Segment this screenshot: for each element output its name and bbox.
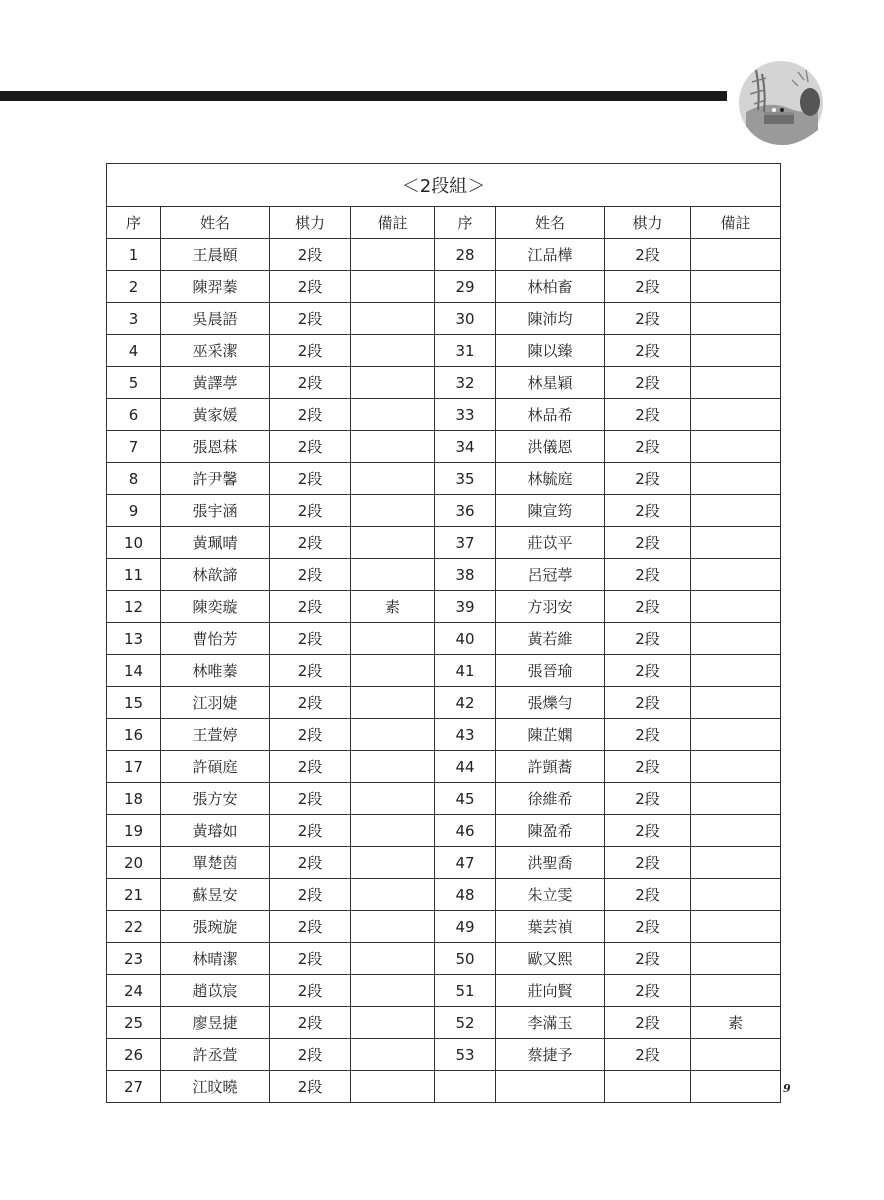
cell-rank: 2段 — [270, 271, 351, 303]
cell-rank: 2段 — [270, 367, 351, 399]
cell-note — [351, 1071, 435, 1103]
cell-note — [351, 783, 435, 815]
cell-note — [691, 399, 781, 431]
table-row — [107, 431, 781, 463]
cell-no: 46 — [435, 815, 496, 847]
cell-note — [691, 943, 781, 975]
table-row — [107, 1007, 781, 1039]
cell-note — [691, 623, 781, 655]
cell-note — [691, 431, 781, 463]
cell-note — [691, 815, 781, 847]
cell-name: 張宇涵 — [161, 495, 270, 527]
cell-note — [691, 879, 781, 911]
cell-note — [691, 527, 781, 559]
cell-name: 徐維希 — [496, 783, 605, 815]
cell-rank: 2段 — [270, 559, 351, 591]
cell-name: 陳宣筠 — [496, 495, 605, 527]
header-name: 姓名 — [161, 207, 270, 239]
cell-rank: 2段 — [270, 879, 351, 911]
cell-note — [691, 239, 781, 271]
cell-note — [691, 335, 781, 367]
cell-rank: 2段 — [605, 431, 691, 463]
cell-no: 7 — [107, 431, 161, 463]
cell-no: 20 — [107, 847, 161, 879]
cell-no: 24 — [107, 975, 161, 1007]
cell-rank: 2段 — [605, 783, 691, 815]
cell-rank: 2段 — [605, 1007, 691, 1039]
cell-note — [351, 975, 435, 1007]
cell-name: 方羽安 — [496, 591, 605, 623]
cell-rank: 2段 — [605, 975, 691, 1007]
cell-rank: 2段 — [270, 751, 351, 783]
cell-note — [351, 655, 435, 687]
cell-no: 37 — [435, 527, 496, 559]
cell-no: 25 — [107, 1007, 161, 1039]
cell-no: 27 — [107, 1071, 161, 1103]
cell-note — [691, 687, 781, 719]
cell-no: 32 — [435, 367, 496, 399]
cell-name: 莊向賢 — [496, 975, 605, 1007]
cell-rank: 2段 — [605, 879, 691, 911]
page-number: 9 — [783, 1082, 791, 1095]
cell-no: 53 — [435, 1039, 496, 1071]
cell-note: 素 — [691, 1007, 781, 1039]
cell-name: 張晉瑜 — [496, 655, 605, 687]
cell-note — [351, 463, 435, 495]
cell-no: 26 — [107, 1039, 161, 1071]
header-name: 姓名 — [496, 207, 605, 239]
cell-note — [691, 559, 781, 591]
cell-rank: 2段 — [270, 495, 351, 527]
cell-name: 張爍勻 — [496, 687, 605, 719]
cell-note — [351, 527, 435, 559]
cell-rank: 2段 — [270, 623, 351, 655]
cell-no: 13 — [107, 623, 161, 655]
cell-name: 林品希 — [496, 399, 605, 431]
cell-no: 41 — [435, 655, 496, 687]
cell-rank: 2段 — [270, 335, 351, 367]
table-row — [107, 271, 781, 303]
header-no: 序 — [435, 207, 496, 239]
cell-no: 18 — [107, 783, 161, 815]
cell-no: 28 — [435, 239, 496, 271]
cell-note — [691, 463, 781, 495]
cell-no: 19 — [107, 815, 161, 847]
cell-note — [691, 847, 781, 879]
cell-no: 47 — [435, 847, 496, 879]
table-row — [107, 303, 781, 335]
cell-rank: 2段 — [270, 1071, 351, 1103]
cell-name: 陳奕璇 — [161, 591, 270, 623]
cell-note — [351, 847, 435, 879]
cell-rank: 2段 — [270, 719, 351, 751]
cell-name: 莊苡平 — [496, 527, 605, 559]
cell-no: 45 — [435, 783, 496, 815]
cell-name: 巫采潔 — [161, 335, 270, 367]
cell-name: 林歆諦 — [161, 559, 270, 591]
cell-name: 林晴潔 — [161, 943, 270, 975]
cell-note — [691, 975, 781, 1007]
cell-name: 黃璿如 — [161, 815, 270, 847]
table-row — [107, 719, 781, 751]
cell-note — [351, 559, 435, 591]
table-row — [107, 847, 781, 879]
cell-note — [351, 687, 435, 719]
cell-name: 吳晨語 — [161, 303, 270, 335]
cell-note — [691, 655, 781, 687]
cell-no: 22 — [107, 911, 161, 943]
cell-no: 16 — [107, 719, 161, 751]
cell-name: 林柏畜 — [496, 271, 605, 303]
cell-note — [691, 495, 781, 527]
cell-name: 朱立雯 — [496, 879, 605, 911]
cell-no: 42 — [435, 687, 496, 719]
cell-no: 1 — [107, 239, 161, 271]
cell-name: 陳盈希 — [496, 815, 605, 847]
cell-name: 陳羿蓁 — [161, 271, 270, 303]
cell-rank: 2段 — [270, 847, 351, 879]
table-row — [107, 751, 781, 783]
table-row — [107, 783, 781, 815]
cell-rank: 2段 — [605, 591, 691, 623]
go-board-emblem-icon — [738, 60, 824, 146]
table-row — [107, 527, 781, 559]
cell-no: 5 — [107, 367, 161, 399]
cell-note — [691, 719, 781, 751]
cell-no: 4 — [107, 335, 161, 367]
cell-name: 張恩菻 — [161, 431, 270, 463]
cell-note — [691, 1071, 781, 1103]
cell-note — [351, 239, 435, 271]
cell-no: 23 — [107, 943, 161, 975]
cell-name: 蔡捷予 — [496, 1039, 605, 1071]
cell-rank — [605, 1071, 691, 1103]
cell-rank: 2段 — [605, 687, 691, 719]
cell-no: 33 — [435, 399, 496, 431]
cell-no: 3 — [107, 303, 161, 335]
table-row — [107, 495, 781, 527]
cell-name: 許顗蕎 — [496, 751, 605, 783]
cell-note — [351, 495, 435, 527]
cell-rank: 2段 — [605, 815, 691, 847]
cell-rank: 2段 — [605, 495, 691, 527]
roster-body — [107, 239, 781, 1103]
cell-note — [351, 303, 435, 335]
cell-name: 林唯蓁 — [161, 655, 270, 687]
cell-no: 10 — [107, 527, 161, 559]
cell-rank: 2段 — [605, 719, 691, 751]
cell-no: 11 — [107, 559, 161, 591]
cell-rank: 2段 — [270, 303, 351, 335]
cell-rank: 2段 — [270, 687, 351, 719]
cell-note — [351, 751, 435, 783]
cell-rank: 2段 — [605, 399, 691, 431]
cell-note — [351, 623, 435, 655]
cell-note — [351, 719, 435, 751]
cell-no: 31 — [435, 335, 496, 367]
cell-rank: 2段 — [270, 399, 351, 431]
table-row — [107, 879, 781, 911]
cell-note — [351, 271, 435, 303]
cell-no: 35 — [435, 463, 496, 495]
cell-name: 廖昱捷 — [161, 1007, 270, 1039]
cell-name: 許丞萱 — [161, 1039, 270, 1071]
cell-note — [351, 1039, 435, 1071]
cell-rank: 2段 — [605, 271, 691, 303]
table-row — [107, 399, 781, 431]
cell-name: 黃若維 — [496, 623, 605, 655]
header-rank: 棋力 — [605, 207, 691, 239]
cell-no: 14 — [107, 655, 161, 687]
cell-rank: 2段 — [270, 783, 351, 815]
header-bar — [0, 91, 727, 101]
cell-note: 素 — [351, 591, 435, 623]
cell-rank: 2段 — [605, 847, 691, 879]
cell-note — [691, 783, 781, 815]
cell-name: 呂冠葶 — [496, 559, 605, 591]
cell-rank: 2段 — [270, 911, 351, 943]
cell-no: 34 — [435, 431, 496, 463]
cell-name: 江品樺 — [496, 239, 605, 271]
cell-name: 張方安 — [161, 783, 270, 815]
cell-note — [351, 943, 435, 975]
cell-no: 50 — [435, 943, 496, 975]
cell-name: 黃譯葶 — [161, 367, 270, 399]
table-row — [107, 1039, 781, 1071]
cell-rank: 2段 — [605, 911, 691, 943]
cell-note — [351, 399, 435, 431]
cell-rank: 2段 — [605, 367, 691, 399]
table-row — [107, 815, 781, 847]
cell-note — [691, 1039, 781, 1071]
table-row — [107, 655, 781, 687]
cell-no: 8 — [107, 463, 161, 495]
cell-note — [351, 815, 435, 847]
cell-no: 38 — [435, 559, 496, 591]
cell-rank: 2段 — [605, 1039, 691, 1071]
cell-name: 林星穎 — [496, 367, 605, 399]
cell-note — [351, 911, 435, 943]
cell-no: 52 — [435, 1007, 496, 1039]
cell-no: 2 — [107, 271, 161, 303]
table-row — [107, 911, 781, 943]
cell-rank: 2段 — [605, 303, 691, 335]
cell-rank: 2段 — [605, 527, 691, 559]
cell-name: 張琬旋 — [161, 911, 270, 943]
header-note: 備註 — [351, 207, 435, 239]
cell-name: 黃家媛 — [161, 399, 270, 431]
cell-note — [691, 751, 781, 783]
table-row — [107, 559, 781, 591]
cell-no: 49 — [435, 911, 496, 943]
cell-name — [496, 1071, 605, 1103]
cell-rank: 2段 — [270, 1039, 351, 1071]
cell-rank: 2段 — [605, 239, 691, 271]
cell-note — [691, 271, 781, 303]
cell-no: 48 — [435, 879, 496, 911]
table-row — [107, 463, 781, 495]
table-row — [107, 943, 781, 975]
table-row — [107, 591, 781, 623]
cell-name: 陳芷嫻 — [496, 719, 605, 751]
cell-no: 44 — [435, 751, 496, 783]
cell-rank: 2段 — [270, 815, 351, 847]
cell-rank: 2段 — [605, 943, 691, 975]
cell-note — [351, 431, 435, 463]
cell-no: 36 — [435, 495, 496, 527]
cell-rank: 2段 — [270, 239, 351, 271]
cell-name: 曹怡芳 — [161, 623, 270, 655]
cell-rank: 2段 — [605, 559, 691, 591]
header-rank: 棋力 — [270, 207, 351, 239]
cell-note — [351, 879, 435, 911]
cell-rank: 2段 — [270, 655, 351, 687]
table-row — [107, 239, 781, 271]
cell-name: 歐又熙 — [496, 943, 605, 975]
table-row — [107, 335, 781, 367]
cell-rank: 2段 — [270, 431, 351, 463]
cell-name: 趙苡宸 — [161, 975, 270, 1007]
cell-name: 葉芸禎 — [496, 911, 605, 943]
cell-no: 40 — [435, 623, 496, 655]
cell-name: 王萱婷 — [161, 719, 270, 751]
cell-name: 李滿玉 — [496, 1007, 605, 1039]
cell-rank: 2段 — [270, 975, 351, 1007]
cell-no: 21 — [107, 879, 161, 911]
table-row — [107, 367, 781, 399]
cell-rank: 2段 — [270, 943, 351, 975]
cell-note — [691, 367, 781, 399]
cell-name: 蘇昱安 — [161, 879, 270, 911]
cell-name: 黃珮晴 — [161, 527, 270, 559]
cell-no: 12 — [107, 591, 161, 623]
cell-no: 17 — [107, 751, 161, 783]
cell-no: 43 — [435, 719, 496, 751]
cell-name: 許碩庭 — [161, 751, 270, 783]
cell-rank: 2段 — [270, 1007, 351, 1039]
cell-rank: 2段 — [270, 591, 351, 623]
cell-no: 6 — [107, 399, 161, 431]
cell-name: 陳以臻 — [496, 335, 605, 367]
table-row — [107, 975, 781, 1007]
cell-note — [691, 911, 781, 943]
header-note: 備註 — [691, 207, 781, 239]
cell-no: 9 — [107, 495, 161, 527]
cell-name: 林毓庭 — [496, 463, 605, 495]
cell-name: 王晨頤 — [161, 239, 270, 271]
table-title: ＜2段組＞ — [107, 164, 781, 207]
cell-note — [691, 303, 781, 335]
cell-no: 51 — [435, 975, 496, 1007]
cell-rank: 2段 — [605, 463, 691, 495]
cell-rank: 2段 — [605, 751, 691, 783]
cell-no: 39 — [435, 591, 496, 623]
cell-no — [435, 1071, 496, 1103]
header-row — [107, 207, 781, 239]
cell-rank: 2段 — [605, 655, 691, 687]
table-row — [107, 1071, 781, 1103]
cell-note — [691, 591, 781, 623]
cell-name: 陳沛均 — [496, 303, 605, 335]
cell-rank: 2段 — [605, 335, 691, 367]
cell-name: 洪儀恩 — [496, 431, 605, 463]
header-no: 序 — [107, 207, 161, 239]
table-row — [107, 623, 781, 655]
cell-note — [351, 367, 435, 399]
cell-rank: 2段 — [270, 527, 351, 559]
cell-rank: 2段 — [605, 623, 691, 655]
cell-name: 江羽婕 — [161, 687, 270, 719]
table-row — [107, 687, 781, 719]
cell-note — [351, 1007, 435, 1039]
cell-name: 洪聖喬 — [496, 847, 605, 879]
cell-rank: 2段 — [270, 463, 351, 495]
cell-note — [351, 335, 435, 367]
cell-name: 許尹馨 — [161, 463, 270, 495]
roster-table — [106, 163, 781, 1103]
cell-name: 單楚茵 — [161, 847, 270, 879]
cell-no: 29 — [435, 271, 496, 303]
cell-no: 15 — [107, 687, 161, 719]
cell-no: 30 — [435, 303, 496, 335]
cell-name: 江旼曉 — [161, 1071, 270, 1103]
